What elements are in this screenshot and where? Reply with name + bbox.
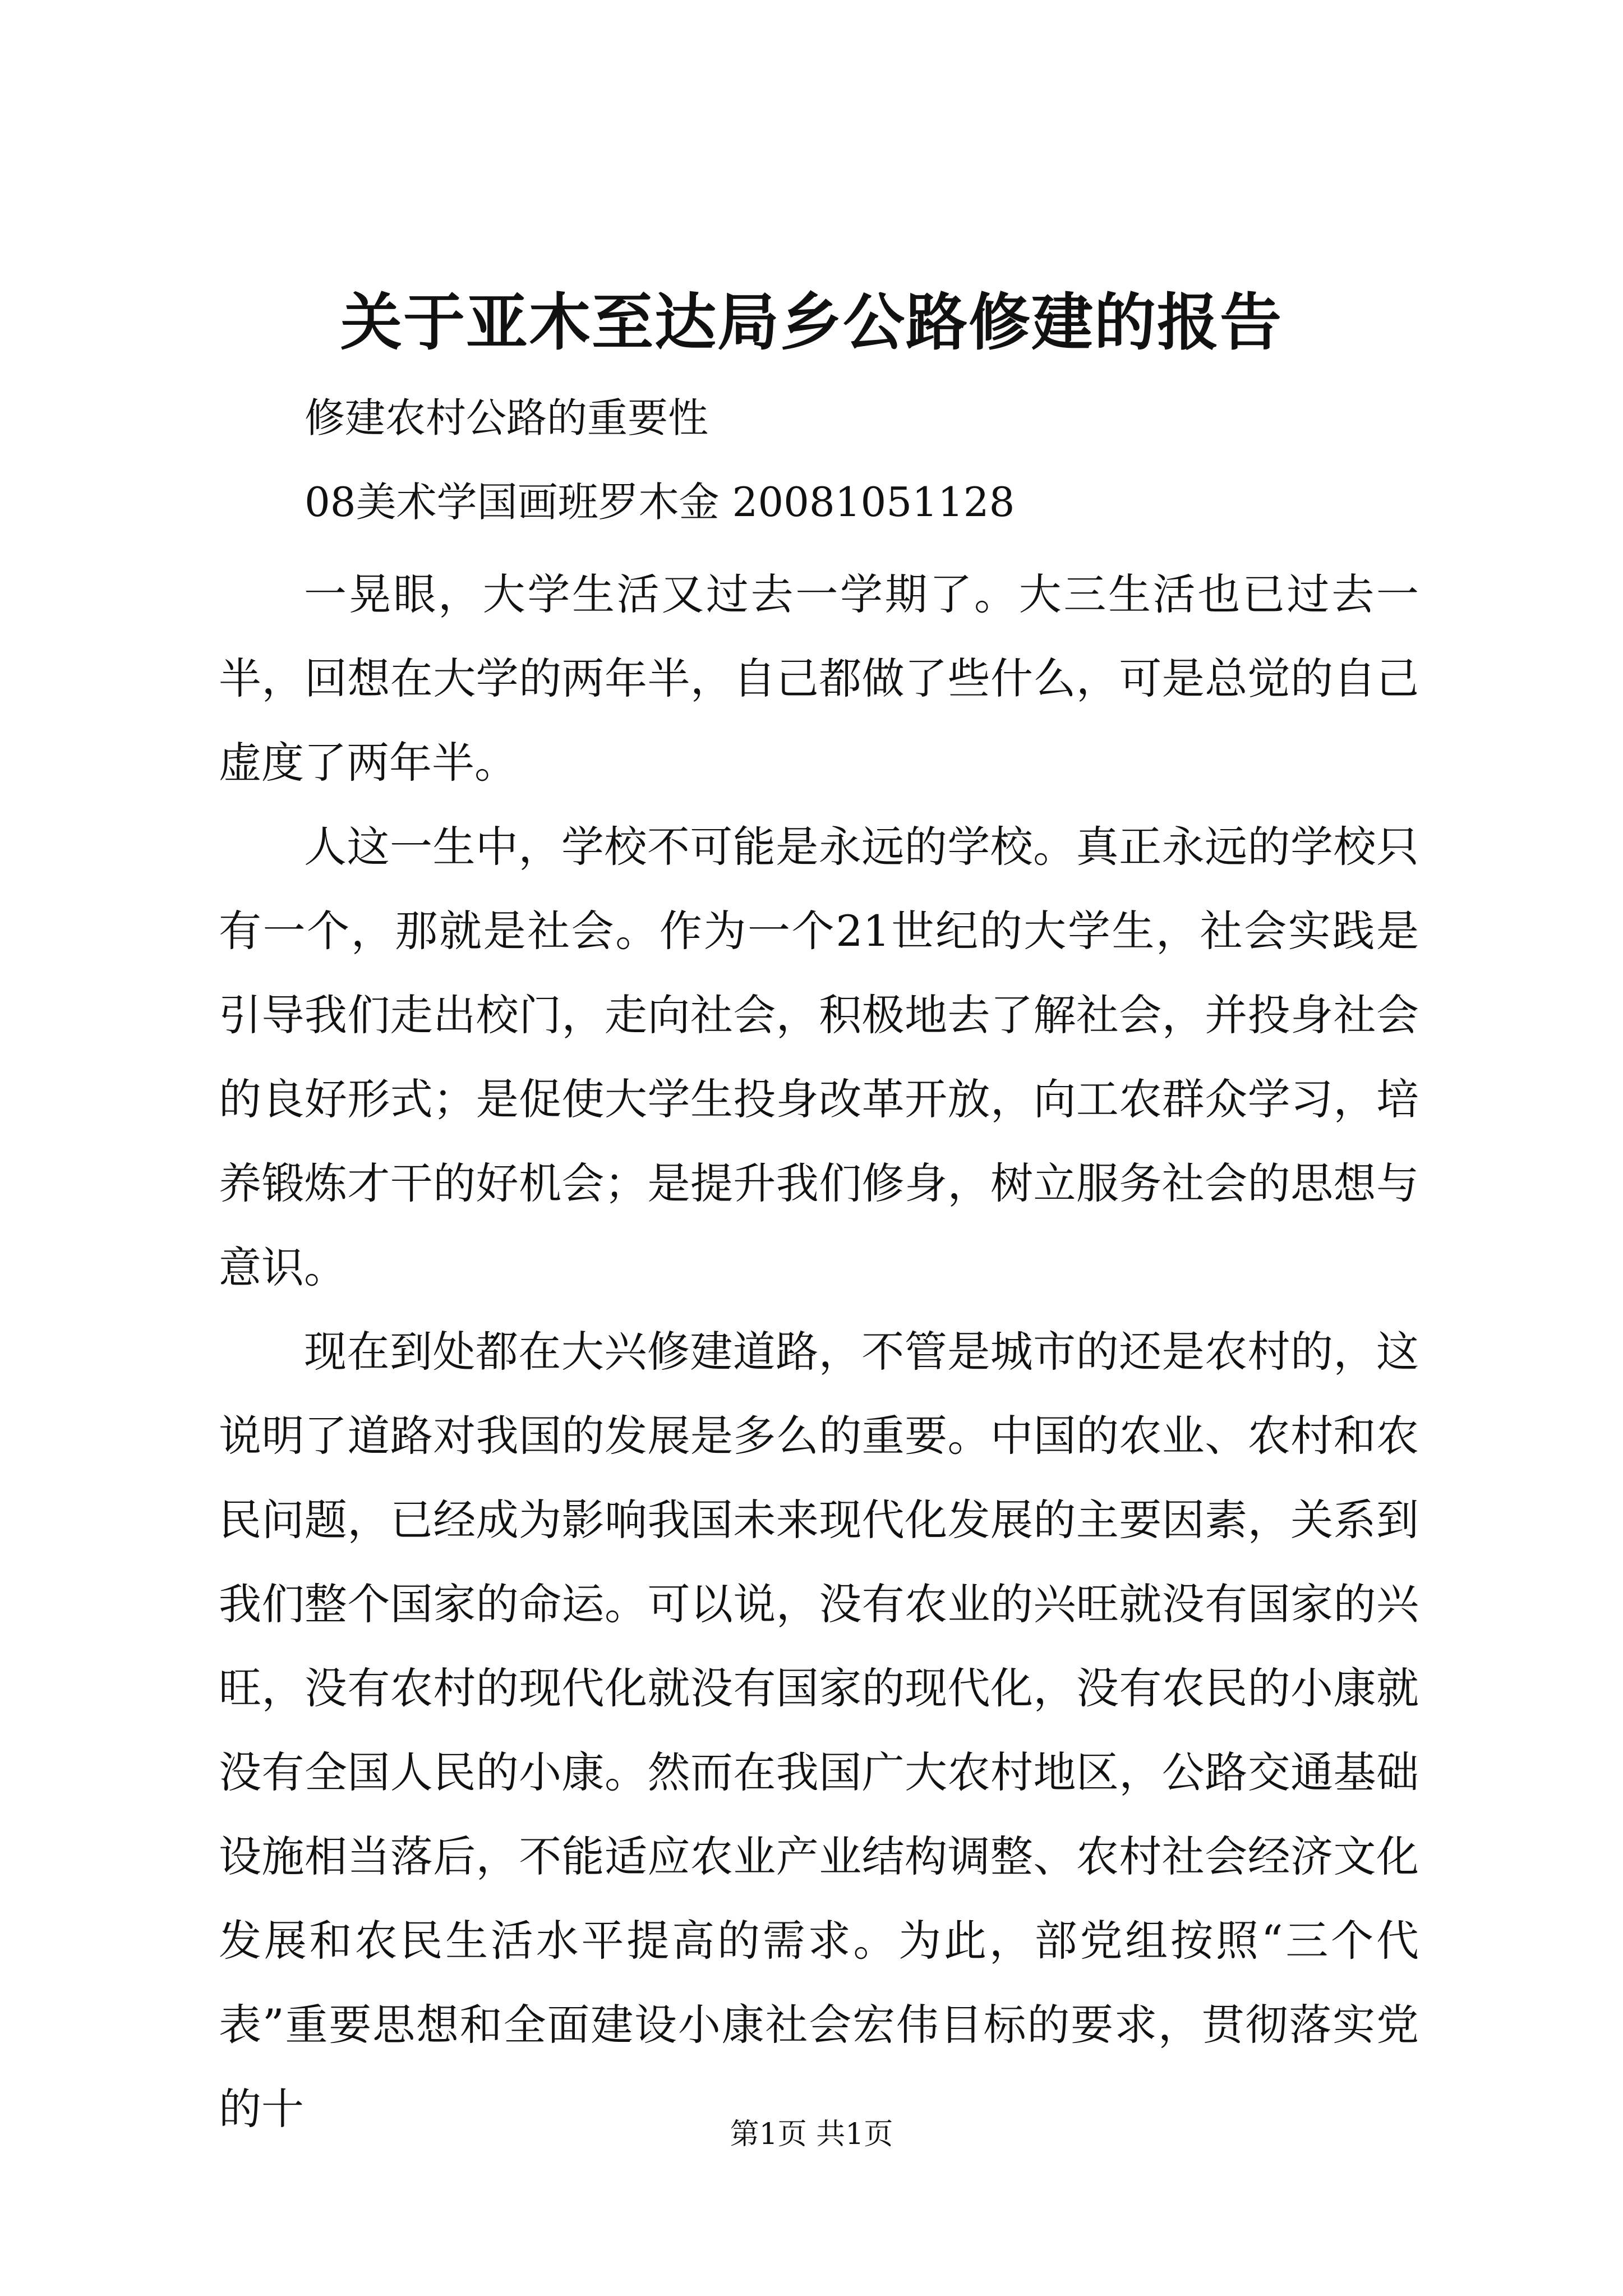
- paragraph: 一晃眼，大学生活又过去一学期了。大三生活也已过去一半，回想在大学的两年半，自己都做了些什么，可是总觉的自己虚度了两年半。: [219, 569, 1419, 788]
- author-line: 08美术学国画班罗木金 20081051128: [305, 478, 1015, 526]
- page-footer: 第1页 共1页: [730, 2118, 893, 2151]
- paragraph: 现在到处都在大兴修建道路，不管是城市的还是农村的，这说明了道路对我国的发展是多么的重要。中国的农业、农村和农民问题，已经成为影响我国未来现代化发展的主要因素，关系到我们整个国家的命运。可以说，没有农业的兴旺就没有国家的兴旺，没有农村的现代化就没有国家的现代化，没有农民的小康就没有全国人民的小康。然而在我国广大农村地区，公路交通基础设施相当落后，不能适应农业产业结构调整、农村社会经济文化发展和农民生活水平提高的需求。为此，部党组按照“三个代表”重要思想和全面建设小康社会宏伟目标的要求，贯彻落实党的十: [219, 1327, 1419, 2134]
- paragraph: 人这一生中，学校不可能是永远的学校。真正永远的学校只有一个，那就是社会。作为一个21世纪的大学生，社会实践是引导我们走出校门，走向社会，积极地去了解社会，并投身社会的良好形式；是促使大学生投身改革开放，向工农群众学习，培养锻炼才干的好机会；是提升我们修身，树立服务社会的思想与意识。: [219, 822, 1419, 1292]
- document-title: 关于亚木至达局乡公路修建的报告: [340, 286, 1283, 358]
- document-subtitle: 修建农村公路的重要性: [305, 394, 709, 441]
- document-body: [219, 553, 1419, 2151]
